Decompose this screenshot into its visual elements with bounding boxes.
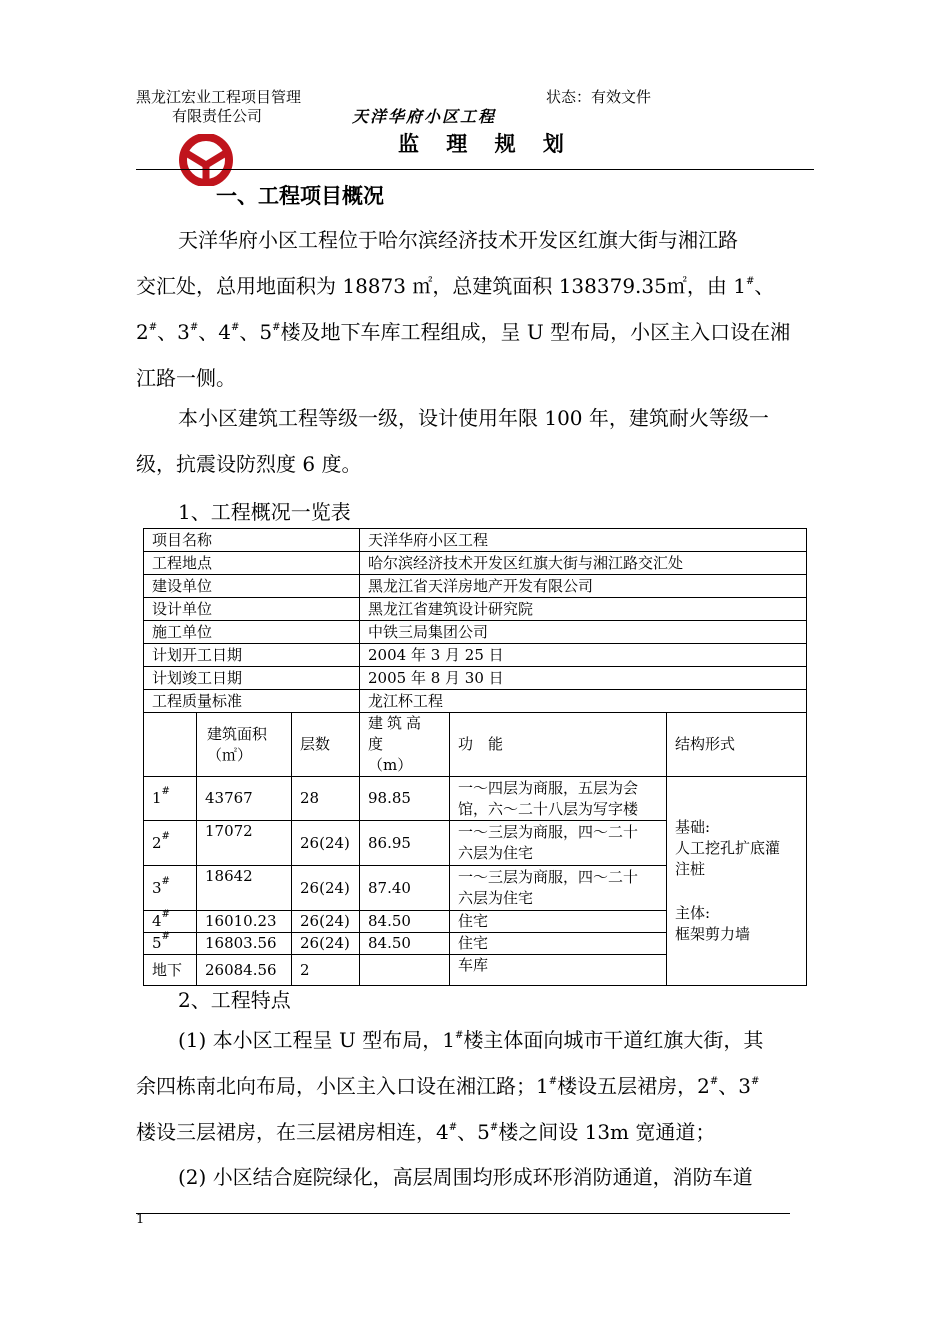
info-value: 龙江杯工程 — [360, 690, 807, 713]
area-cell: 16803.56 — [197, 933, 292, 955]
info-value: 中铁三局集团公司 — [360, 621, 807, 644]
page-number: 1 — [136, 1212, 145, 1227]
document-status: 状态：有效文件 — [546, 88, 652, 106]
header-floors: 层数 — [292, 713, 360, 777]
height-cell — [360, 955, 450, 986]
function-cell: 一～三层为商服，四～二十 六层为住宅 — [450, 866, 667, 911]
building-cell: 2# — [144, 821, 197, 866]
area-cell: 17072 — [197, 821, 292, 866]
company-name-line2: 有限责任公司 — [172, 107, 263, 125]
info-value: 黑龙江省天洋房地产开发有限公司 — [360, 575, 807, 598]
info-label: 工程地点 — [144, 552, 360, 575]
function-cell: 住宅 — [450, 911, 667, 933]
info-value: 2005 年 8 月 30 日 — [360, 667, 807, 690]
table-row — [144, 777, 807, 821]
company-logo — [176, 134, 236, 186]
para3-line2: 余四栋南北向布局，小区主入口设在湘江路；1#楼设五层裙房，2#、3# — [136, 1074, 760, 1098]
table-header-row — [144, 713, 807, 777]
info-label: 计划开工日期 — [144, 644, 360, 667]
para1-line1: 天洋华府小区工程位于哈尔滨经济技术开发区红旗大街与湘江路 — [178, 228, 738, 252]
project-title: 天洋华府小区工程 — [352, 107, 497, 126]
para1-line4: 江路一侧。 — [136, 366, 236, 390]
function-cell: 车库 — [450, 955, 667, 986]
height-cell: 84.50 — [360, 911, 450, 933]
info-label: 设计单位 — [144, 598, 360, 621]
para3-line1: (1) 本小区工程呈 U 型布局，1#楼主体面向城市干道红旗大街，其 — [178, 1028, 764, 1052]
area-cell: 18642 — [197, 866, 292, 911]
area-cell: 16010.23 — [197, 911, 292, 933]
height-cell: 87.40 — [360, 866, 450, 911]
project-overview-table — [143, 528, 807, 986]
building-cell: 1# — [144, 777, 197, 821]
floors-cell: 26(24) — [292, 911, 360, 933]
table-row — [144, 644, 807, 667]
footer-rule — [136, 1213, 790, 1214]
height-cell: 98.85 — [360, 777, 450, 821]
header-height: 建筑高度 （m） — [360, 713, 450, 777]
paragraph-fire-access — [136, 1154, 818, 1200]
info-label: 施工单位 — [144, 621, 360, 644]
building-cell: 地下 — [144, 955, 197, 986]
floors-cell: 26(24) — [292, 821, 360, 866]
area-cell: 43767 — [197, 777, 292, 821]
building-cell: 3# — [144, 866, 197, 911]
building-cell: 5# — [144, 933, 197, 955]
info-label: 项目名称 — [144, 529, 360, 552]
function-cell: 一～三层为商服，四～二十 六层为住宅 — [450, 821, 667, 866]
table-row — [144, 598, 807, 621]
section-heading: 一、工程项目概况 — [216, 183, 384, 208]
para4-line1: (2) 小区结合庭院绿化，高层周围均形成环形消防通道，消防车道 — [178, 1165, 753, 1189]
header-function: 功 能 — [450, 713, 667, 777]
info-value: 哈尔滨经济技术开发区红旗大街与湘江路交汇处 — [360, 552, 807, 575]
header-structure: 结构形式 — [667, 713, 807, 777]
subheading-overview-table: 1、工程概况一览表 — [178, 500, 351, 524]
table-row — [144, 575, 807, 598]
table-row — [144, 552, 807, 575]
subheading-features: 2、工程特点 — [178, 988, 291, 1012]
para3-line3: 楼设三层裙房，在三层裙房相连，4#、5#楼之间设 13m 宽通道； — [136, 1120, 716, 1144]
info-label: 计划竣工日期 — [144, 667, 360, 690]
header-rule — [136, 169, 814, 170]
table-row — [144, 621, 807, 644]
floors-cell: 26(24) — [292, 866, 360, 911]
para1-line2: 交汇处，总用地面积为 18873 ㎡，总建筑面积 138379.35㎡，由 1#、 — [136, 274, 775, 298]
table-row — [144, 690, 807, 713]
info-label: 建设单位 — [144, 575, 360, 598]
info-label: 工程质量标准 — [144, 690, 360, 713]
document-title: 监 理 规 划 — [398, 131, 574, 156]
floors-cell: 26(24) — [292, 933, 360, 955]
height-cell: 86.95 — [360, 821, 450, 866]
table-row — [144, 667, 807, 690]
header-building — [144, 713, 197, 777]
paragraph-layout — [136, 1017, 818, 1155]
height-cell: 84.50 — [360, 933, 450, 955]
structure-cell: 基础: 人工挖孔扩底灌 注桩 主体: 框架剪力墙 — [667, 777, 807, 986]
header-area: 建筑面积 （㎡） — [197, 713, 292, 777]
paragraph-project-location — [136, 217, 818, 401]
building-cell: 4# — [144, 911, 197, 933]
para2-line1: 本小区建筑工程等级一级，设计使用年限 100 年，建筑耐火等级一 — [178, 406, 769, 430]
para2-line2: 级，抗震设防烈度 6 度。 — [136, 452, 362, 476]
area-cell: 26084.56 — [197, 955, 292, 986]
info-value: 黑龙江省建筑设计研究院 — [360, 598, 807, 621]
table-row — [144, 529, 807, 552]
floors-cell: 28 — [292, 777, 360, 821]
company-name-line1: 黑龙江宏业工程项目管理 — [136, 88, 302, 106]
info-value: 2004 年 3 月 25 日 — [360, 644, 807, 667]
function-cell: 一～四层为商服，五层为会 馆，六～二十八层为写字楼 — [450, 777, 667, 821]
para1-line3: 2#、3#、4#、5#楼及地下车库工程组成，呈 U 型布局，小区主入口设在湘 — [136, 320, 791, 344]
info-value: 天洋华府小区工程 — [360, 529, 807, 552]
floors-cell: 2 — [292, 955, 360, 986]
paragraph-grade — [136, 395, 818, 487]
function-cell: 住宅 — [450, 933, 667, 955]
